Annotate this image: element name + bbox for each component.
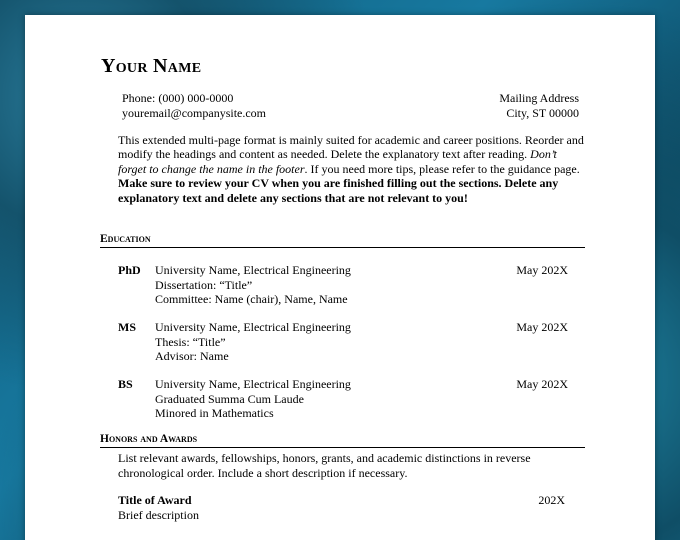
intro-text-2: . If you need more tips, please refer to the guidance page. [304,161,580,176]
intro-paragraph [118,133,588,205]
mailing-address-label: Mailing Address [499,91,579,105]
award-entry [118,493,565,522]
email-text: youremail@companysite.com [122,105,267,120]
education-detail: Committee: Name (chair), Name, Name [155,292,348,306]
honors-heading: Honors and Awards [100,433,585,448]
education-school: University Name, Electrical Engineering [155,263,351,277]
honors-description: List relevant awards, fellowships, honors, grants, and academic distinctions in reverse chronological order. Include a short description if necessary. [118,451,531,480]
education-details [155,377,351,421]
award-date: 202X [538,493,565,507]
cv-page [25,15,655,540]
intro-bold-text: Make sure to review your CV when you are finished filling out the sections. Delete any explanatory text and delete any sections that are not relevant to you! [118,176,559,205]
city-state-zip: City, ST 00000 [506,105,579,120]
award-title: Title of Award [118,493,192,507]
phone-text: Phone: (000) 000-0000 [122,91,234,105]
education-date: May 202X [516,320,568,334]
education-details [155,320,351,364]
education-detail: Dissertation: “Title” [155,277,253,292]
education-date: May 202X [516,377,568,391]
education-details [155,263,351,307]
education-school: University Name, Electrical Engineering [155,377,351,391]
education-date: May 202X [516,263,568,277]
education-detail: Graduated Summa Cum Laude [155,391,304,406]
degree-label: BS [118,377,133,391]
degree-label: PhD [118,263,141,277]
degree-label: MS [118,320,136,334]
education-heading: Education [100,233,585,248]
contact-right-block [499,91,579,120]
cv-name: Your Name [101,55,202,77]
award-description: Brief description [118,507,199,522]
education-detail: Thesis: “Title” [155,334,226,349]
intro-italic-text: Don’t forget to change the name in the footer [118,147,557,176]
education-school: University Name, Electrical Engineering [155,320,351,334]
education-detail: Advisor: Name [155,349,229,363]
intro-text-1: This extended multi-page format is mainly suited for academic and career positions. Reorder and modify the headings and content as needed. Delete the explanatory text after reading. [118,133,584,162]
contact-left-block [122,91,266,120]
education-detail: Minored in Mathematics [155,406,274,420]
